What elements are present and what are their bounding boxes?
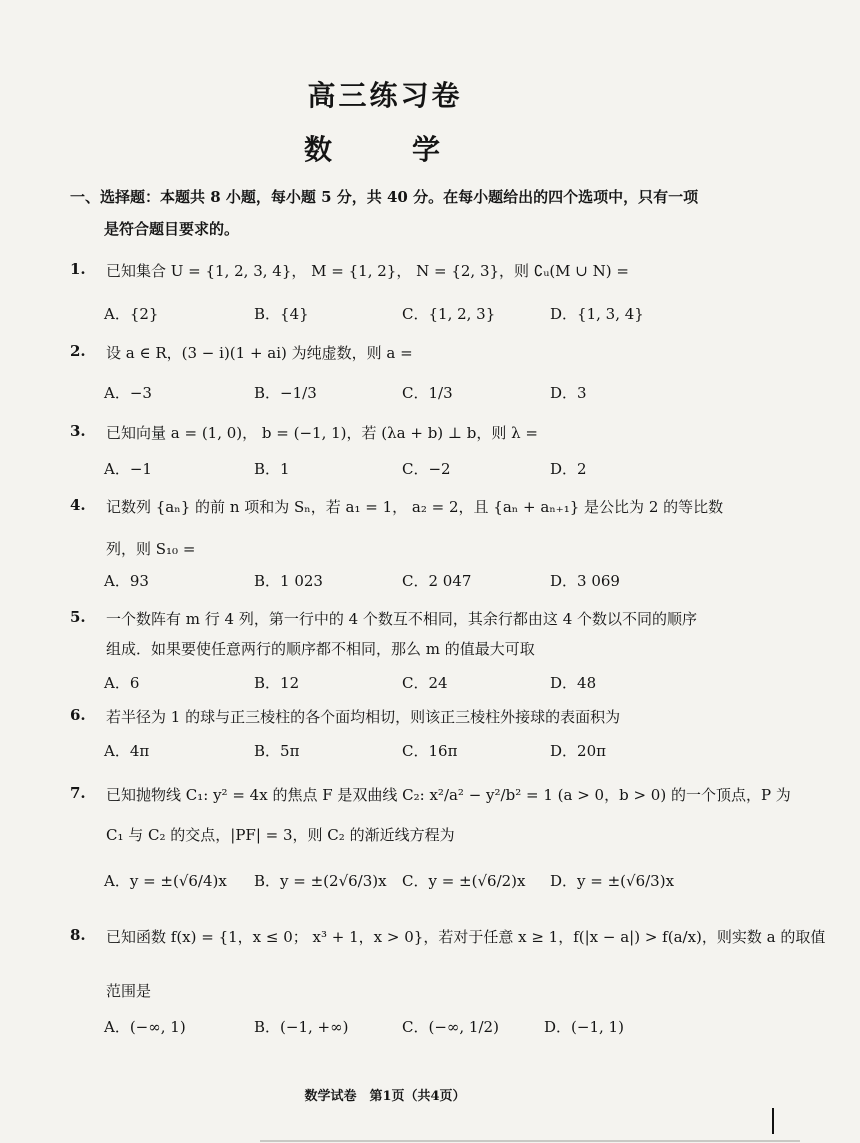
option-c: C．{1, 2, 3} <box>402 305 496 323</box>
question-number: 2. <box>70 342 86 360</box>
option-b: B．5π <box>254 742 300 760</box>
exam-title: 高三练习卷 <box>307 79 463 112</box>
options-3 <box>104 458 704 480</box>
option-a: A．−3 <box>104 384 152 402</box>
options-2 <box>104 382 704 404</box>
question-number: 5. <box>70 608 86 626</box>
question-text: 已知向量 a = (1, 0)， b = (−1, 1)，若 (λa + b) ⊥ b，则 λ = <box>106 424 538 442</box>
option-a: A．(−∞, 1) <box>104 1018 186 1036</box>
option-b: B．−1/3 <box>254 384 317 402</box>
question-number: 7. <box>70 784 86 802</box>
option-b: B．1 <box>254 460 290 478</box>
question-number: 6. <box>70 706 86 724</box>
question-text: 已知函数 f(x) = {1，x ≤ 0； x³ + 1，x > 0}，若对于任意 x ≥ 1，f(|x − a|) > f(a/x)，则实数 a 的取值 <box>106 928 826 946</box>
option-d: D．48 <box>550 674 597 692</box>
question-text: 若半径为 1 的球与正三棱柱的各个面均相切，则该正三棱柱外接球的表面积为 <box>106 708 621 726</box>
subject-title: 数 学 <box>303 133 466 166</box>
option-a: A．6 <box>104 674 140 692</box>
section-heading-line1: 一、选择题：本题共 8 小题，每小题 5 分，共 40 分。在每小题给出的四个选项中，只有一项 <box>70 188 699 206</box>
question-number: 3. <box>70 422 86 440</box>
option-c: C．y = ±(√6/2)x <box>402 872 526 890</box>
option-b: B．y = ±(2√6/3)x <box>254 872 387 890</box>
question-text: 记数列 {aₙ} 的前 n 项和为 Sₙ，若 a₁ = 1， a₂ = 2，且 {aₙ + aₙ₊₁} 是公比为 2 的等比数 <box>106 498 724 516</box>
options-8 <box>104 1016 704 1038</box>
options-5 <box>104 672 704 694</box>
option-a: A．−1 <box>104 460 152 478</box>
options-7 <box>104 870 704 892</box>
question-number: 8. <box>70 926 86 944</box>
option-c: C．2 047 <box>402 572 472 590</box>
option-a: A．{2} <box>104 305 159 323</box>
option-c: C．(−∞, 1/2) <box>402 1018 499 1036</box>
margin-mark <box>772 1108 774 1134</box>
option-d: D．y = ±(√6/3)x <box>550 872 675 890</box>
page-footer: 数学试卷 第1页（共4页） <box>304 1089 466 1104</box>
option-d: D．20π <box>550 742 606 760</box>
option-c: C．−2 <box>402 460 451 478</box>
option-a: A．y = ±(√6/4)x <box>104 872 227 890</box>
option-a: A．93 <box>104 572 149 590</box>
question-text: 列，则 S₁₀ = <box>106 540 196 558</box>
option-b: B．12 <box>254 674 300 692</box>
question-text: 一个数阵有 m 行 4 列，第一行中的 4 个数互不相同，其余行都由这 4 个数以不同的顺序 <box>106 610 698 628</box>
options-6 <box>104 740 704 762</box>
option-a: A．4π <box>104 742 150 760</box>
option-d: D．2 <box>550 460 587 478</box>
option-c: C．1/3 <box>402 384 453 402</box>
paper-edge <box>260 1140 800 1142</box>
options-4 <box>104 570 704 592</box>
option-d: D．3 <box>550 384 587 402</box>
question-text: C₁ 与 C₂ 的交点，|PF| = 3，则 C₂ 的渐近线方程为 <box>106 826 455 844</box>
options-1 <box>104 303 704 325</box>
section-heading-line2: 是符合题目要求的。 <box>104 220 240 238</box>
question-text: 组成．如果要使任意两行的顺序都不相同，那么 m 的值最大可取 <box>106 640 535 658</box>
question-number: 1. <box>70 260 86 278</box>
option-c: C．24 <box>402 674 448 692</box>
option-b: B．{4} <box>254 305 309 323</box>
question-number: 4. <box>70 496 86 514</box>
option-b: B．(−1, +∞) <box>254 1018 349 1036</box>
option-d: D．(−1, 1) <box>544 1018 624 1036</box>
question-text: 设 a ∈ R，(3 − i)(1 + ai) 为纯虚数，则 a = <box>106 344 413 362</box>
option-b: B．1 023 <box>254 572 323 590</box>
question-text: 已知集合 U = {1, 2, 3, 4}， M = {1, 2}， N = {2, 3}，则 ∁ᵤ(M ∪ N) = <box>106 262 629 280</box>
option-d: D．{1, 3, 4} <box>550 305 644 323</box>
option-c: C．16π <box>402 742 458 760</box>
option-d: D．3 069 <box>550 572 620 590</box>
question-text: 范围是 <box>106 982 152 1000</box>
question-text: 已知抛物线 C₁: y² = 4x 的焦点 F 是双曲线 C₂: x²/a² − y²/b² = 1 (a > 0，b > 0) 的一个顶点，P 为 <box>106 786 791 804</box>
